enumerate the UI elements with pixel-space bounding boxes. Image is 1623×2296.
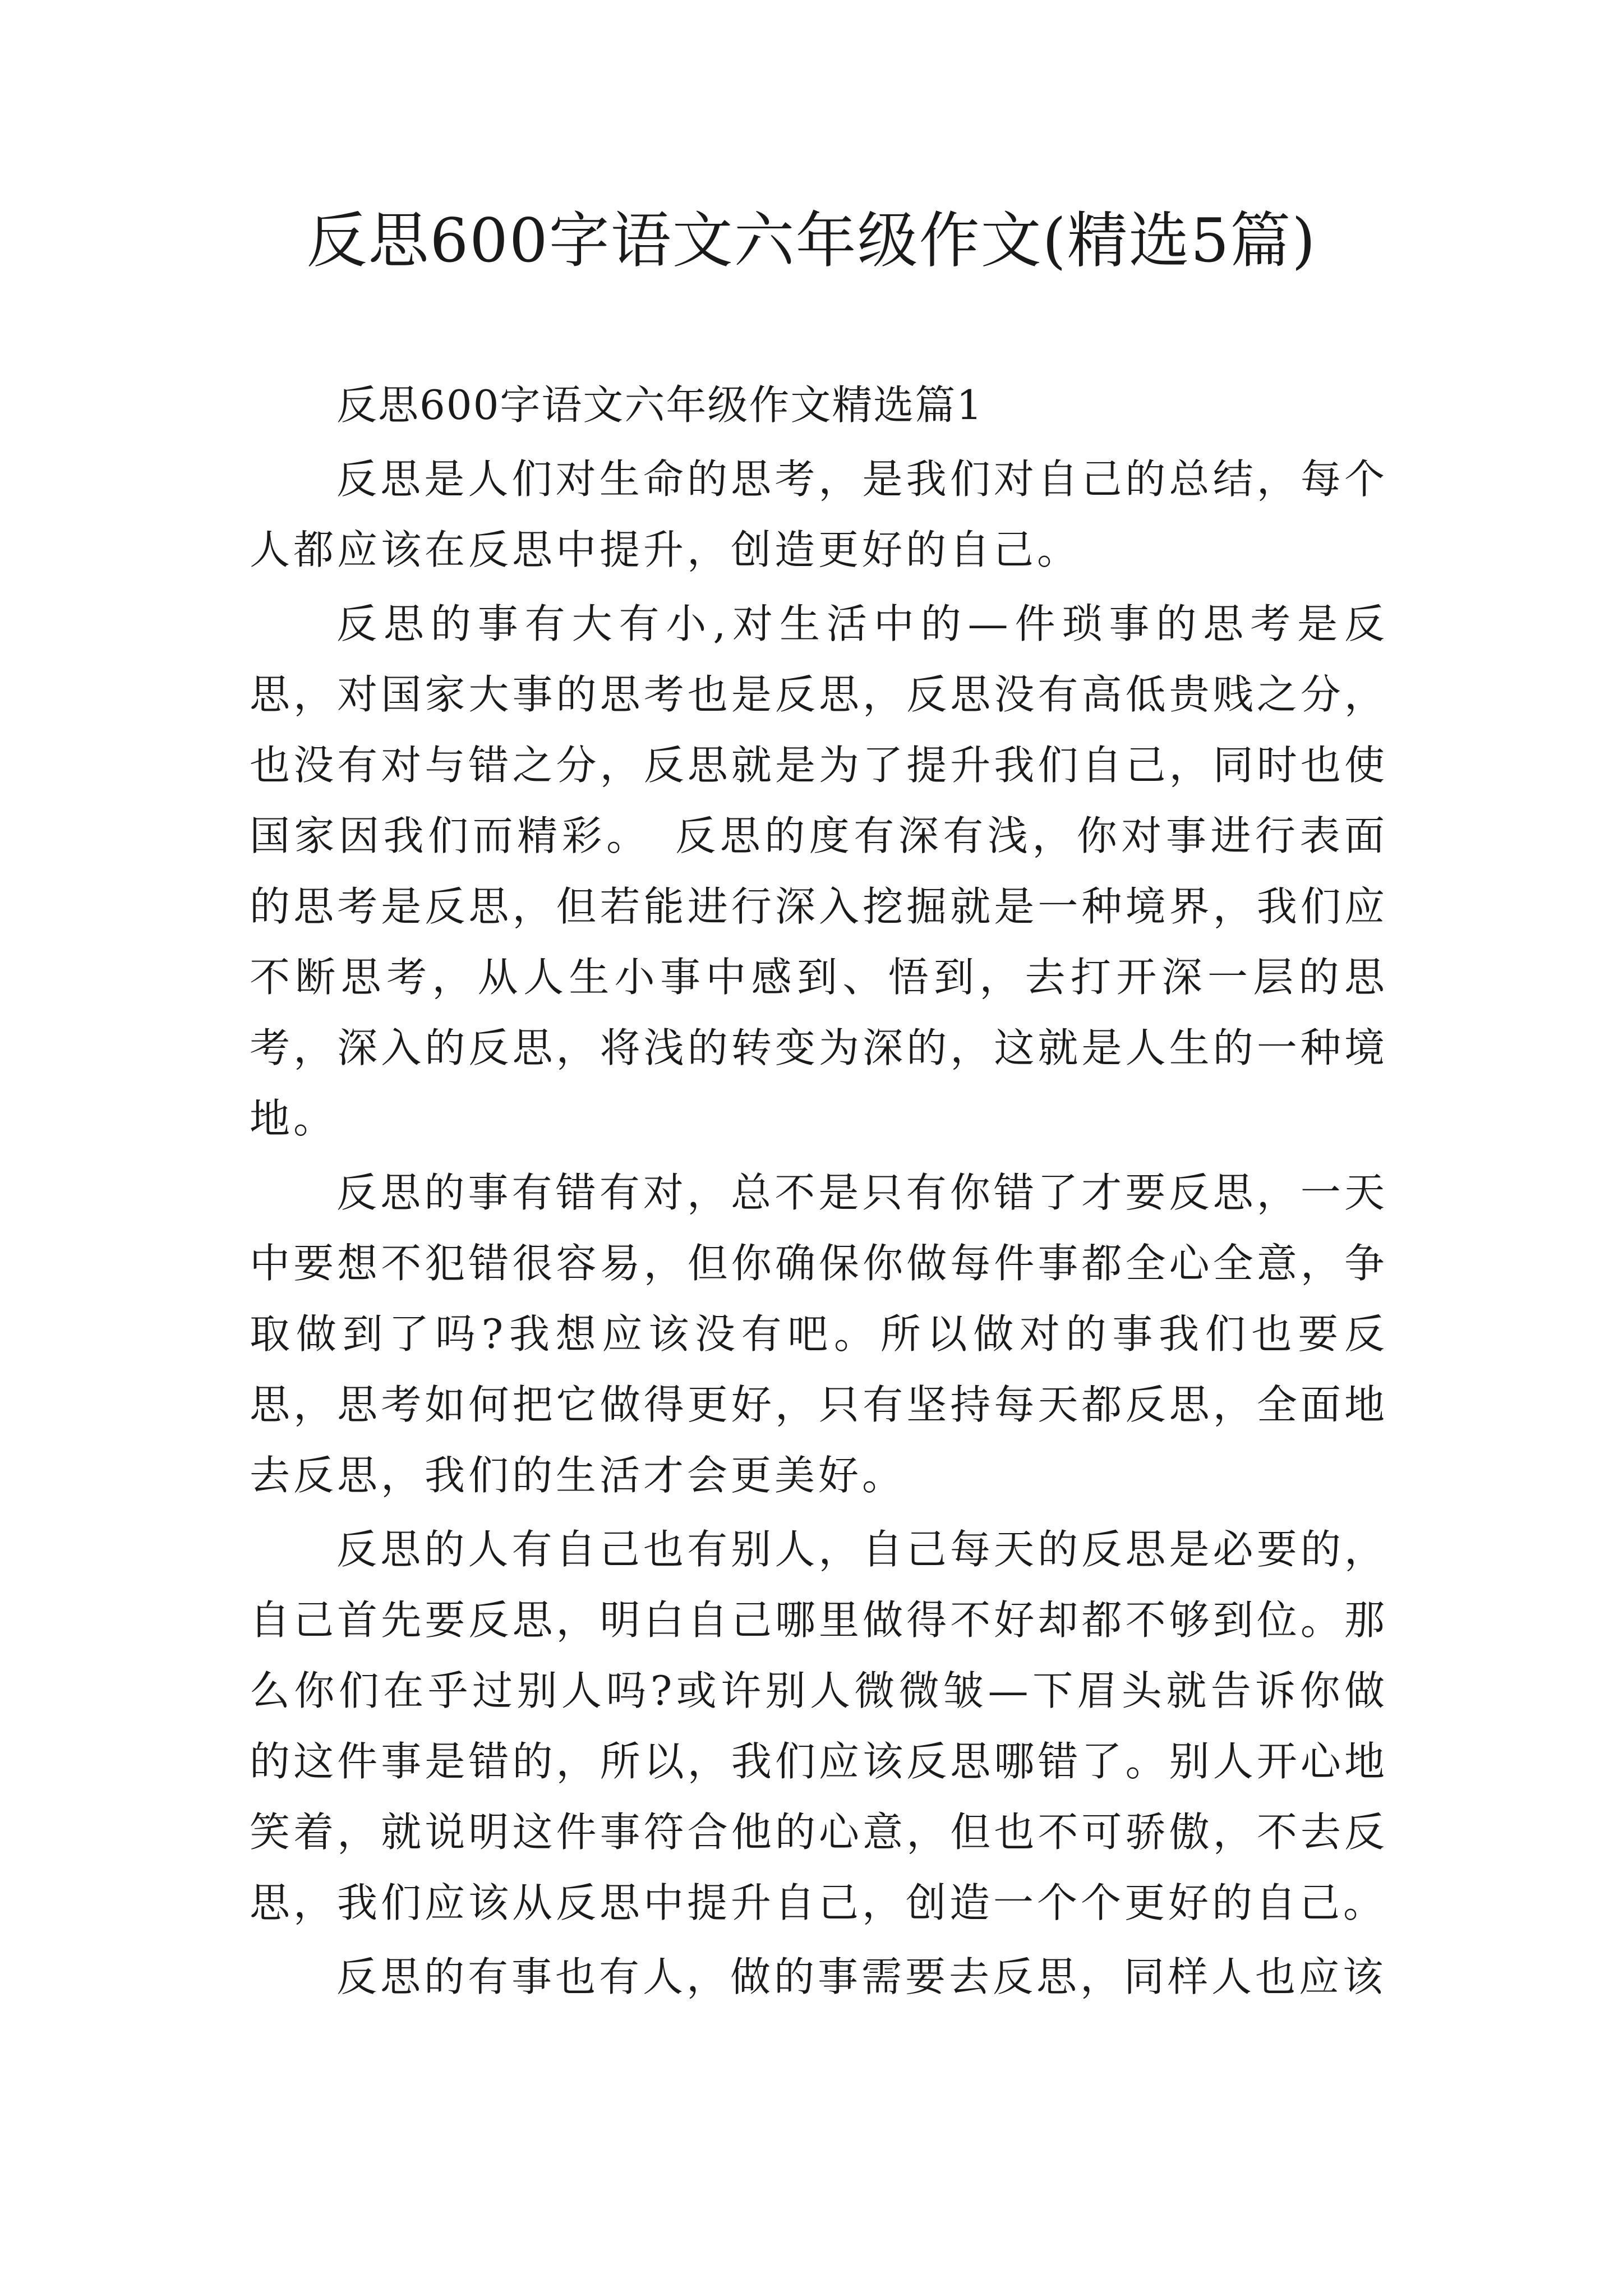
document-body bbox=[250, 370, 1388, 2016]
paragraph-4: 反思的人有自己也有别人，自己每天的反思是必要的，自己首先要反思，明白自己哪里做得不好却都不够到位。那么你们在乎过别人吗?或许别人微微皱—下眉头就告诉你做的这件事是错的，所以，我们应该反思哪错了。别人开心地笑着，就说明这件事符合他的心意，但也不可骄傲，不去反思，我们应该从反思中提升自己，创造一个个更好的自己。 bbox=[250, 1526, 1388, 1926]
document-title: 反思600字语文六年级作文(精选5篇) bbox=[306, 206, 1317, 276]
paragraph-1: 反思是人们对生命的思考，是我们对自己的总结，每个人都应该在反思中提升，创造更好的自己。 bbox=[250, 455, 1388, 573]
paragraph-5: 反思的有事也有人，做的事需要去反思，同样人也应该 bbox=[336, 1953, 1387, 2000]
paragraph-2: 反思的事有大有小,对生活中的—件琐事的思考是反思，对国家大事的思考也是反思，反思没有高低贵贱之分，也没有对与错之分，反思就是为了提升我们自己，同时也使国家因我们而精彩。 反思的度有深有浅，你对事进行表面的思考是反思，但若能进行深入挖掘就是一种境界，我们应不断思考，从人生小事中感到、悟到，去打开深一层的思考，深入的反思，将浅的转变为深的，这就是人生的一种境地。 bbox=[250, 600, 1388, 1142]
paragraph-3: 反思的事有错有对，总不是只有你错了才要反思，一天中要想不犯错很容易，但你确保你做每件事都全心全意，争取做到了吗?我想应该没有吧。所以做对的事我们也要反思，思考如何把它做得更好，只有坚持每天都反思，全面地去反思，我们的生活才会更美好。 bbox=[250, 1169, 1388, 1499]
section-heading: 反思600字语文六年级作文精选篇1 bbox=[336, 381, 984, 429]
